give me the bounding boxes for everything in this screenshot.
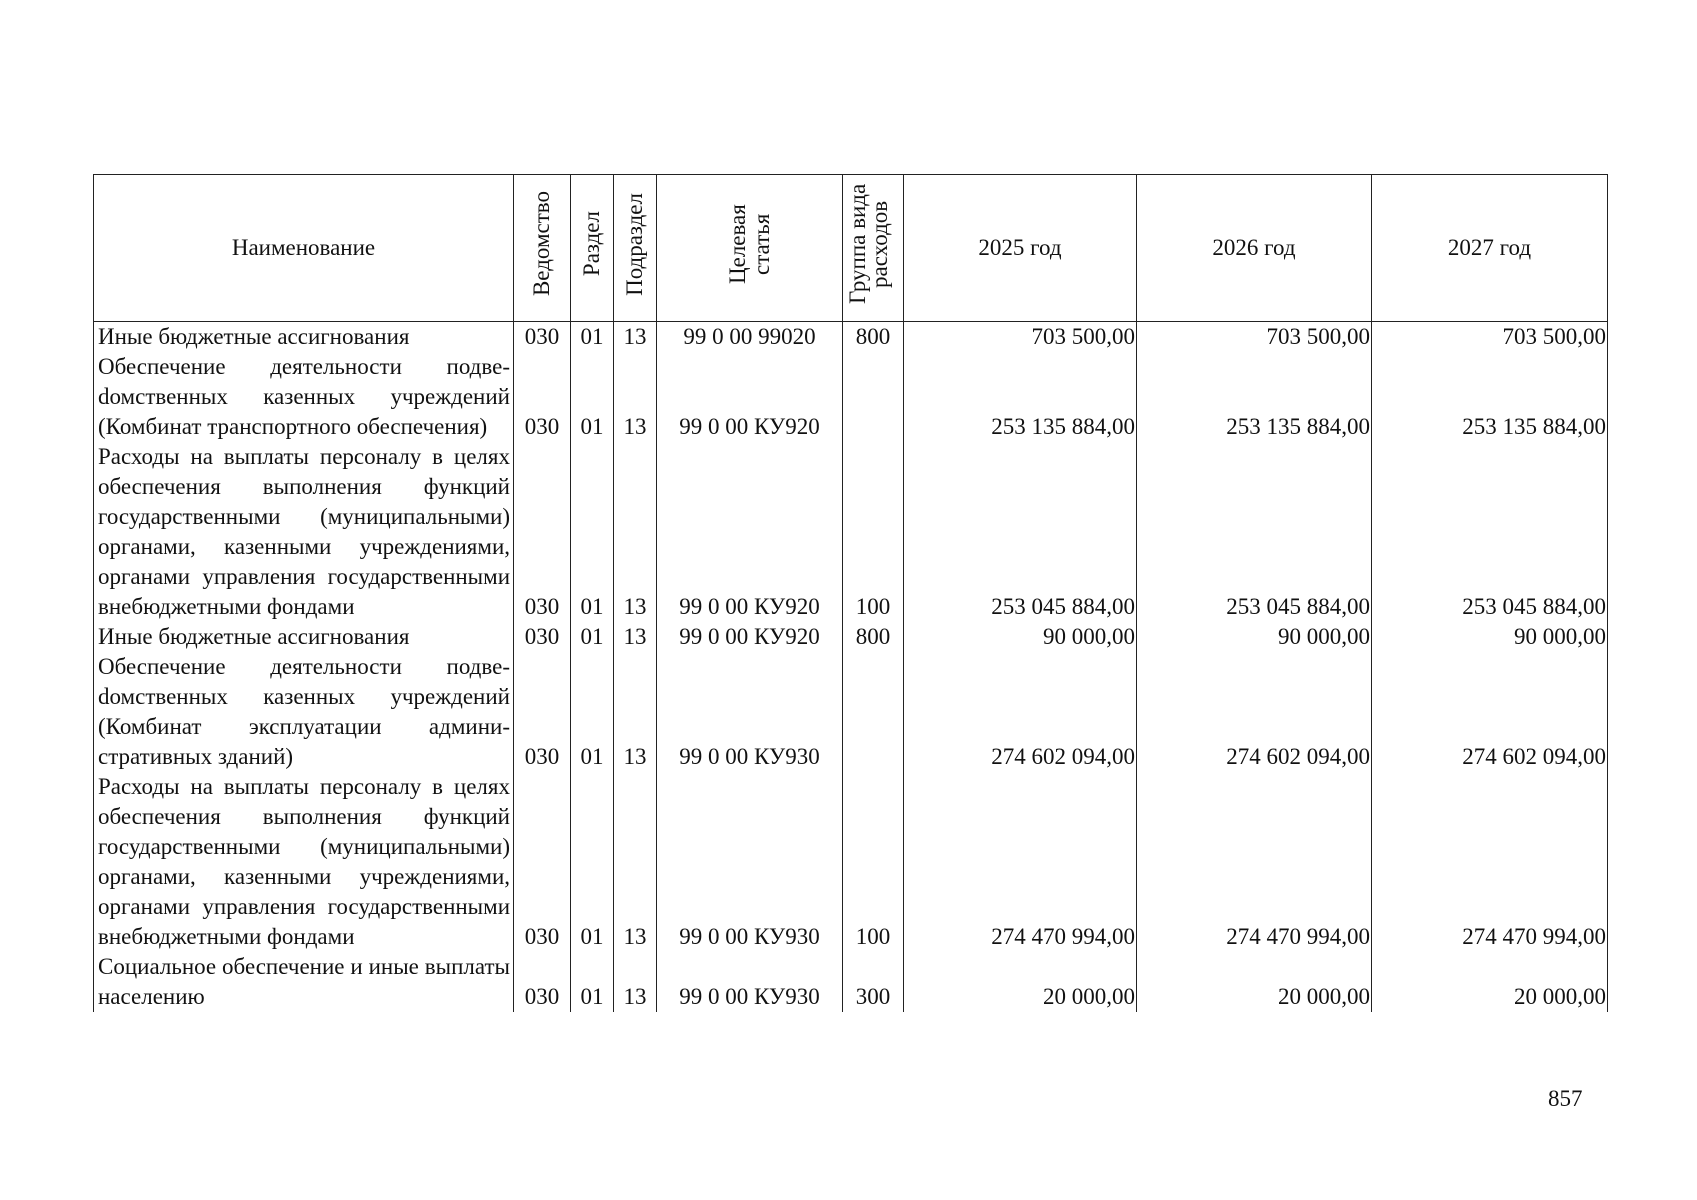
cell-2026: 703 500,00	[1137, 322, 1372, 353]
cell-podrazdel: 13	[614, 622, 657, 652]
cell-celevaya-statya: 99 0 00 КУ920	[657, 622, 843, 652]
cell-razdel: 01	[571, 352, 614, 442]
cell-vedomstvo: 030	[514, 442, 571, 622]
cell-celevaya-statya: 99 0 00 КУ930	[657, 952, 843, 1012]
header-razdel: Раздел	[571, 175, 614, 322]
cell-2027: 274 470 994,00	[1372, 772, 1608, 952]
cell-podrazdel: 13	[614, 772, 657, 952]
header-2025: 2025 год	[904, 175, 1137, 322]
budget-table	[93, 174, 1608, 1012]
table-row	[94, 652, 1608, 772]
cell-2027: 703 500,00	[1372, 322, 1608, 353]
header-podrazdel: Подраздел	[614, 175, 657, 322]
table-row	[94, 322, 1608, 353]
table-body	[94, 322, 1608, 1013]
cell-razdel: 01	[571, 622, 614, 652]
cell-2025: 253 045 884,00	[904, 442, 1137, 622]
header-vedomstvo: Ведомство	[514, 175, 571, 322]
table-row	[94, 352, 1608, 442]
cell-2025: 274 602 094,00	[904, 652, 1137, 772]
cell-2026: 90 000,00	[1137, 622, 1372, 652]
cell-razdel: 01	[571, 442, 614, 622]
cell-vedomstvo: 030	[514, 322, 571, 353]
cell-2027: 274 602 094,00	[1372, 652, 1608, 772]
table-row	[94, 772, 1608, 952]
cell-razdel: 01	[571, 322, 614, 353]
header-name: Наименование	[94, 175, 514, 322]
cell-2025: 20 000,00	[904, 952, 1137, 1012]
cell-gruppa	[843, 652, 904, 772]
cell-2026: 274 470 994,00	[1137, 772, 1372, 952]
cell-podrazdel: 13	[614, 442, 657, 622]
table-header-row	[94, 175, 1608, 322]
table-row	[94, 442, 1608, 622]
cell-2026: 253 045 884,00	[1137, 442, 1372, 622]
cell-2027: 90 000,00	[1372, 622, 1608, 652]
cell-razdel: 01	[571, 772, 614, 952]
cell-2025: 90 000,00	[904, 622, 1137, 652]
cell-vedomstvo: 030	[514, 952, 571, 1012]
table-row	[94, 952, 1608, 1012]
cell-podrazdel: 13	[614, 352, 657, 442]
cell-gruppa: 300	[843, 952, 904, 1012]
cell-vedomstvo: 030	[514, 772, 571, 952]
cell-name: Социальное обеспечение и иные выплаты населению	[94, 952, 514, 1012]
cell-2027: 253 135 884,00	[1372, 352, 1608, 442]
cell-vedomstvo: 030	[514, 652, 571, 772]
header-celevaya-statya: Целевая статья	[657, 175, 843, 322]
cell-2025: 274 470 994,00	[904, 772, 1137, 952]
cell-celevaya-statya: 99 0 00 КУ930	[657, 772, 843, 952]
cell-name: Иные бюджетные ассигнования	[94, 622, 514, 652]
cell-razdel: 01	[571, 652, 614, 772]
header-2026: 2026 год	[1137, 175, 1372, 322]
cell-gruppa: 800	[843, 322, 904, 353]
cell-vedomstvo: 030	[514, 622, 571, 652]
cell-celevaya-statya: 99 0 00 КУ930	[657, 652, 843, 772]
cell-name: Расходы на выплаты персоналу в целях обеспечения выполнения функций государственными (муниципальными) органами, казенными учреждениями, органами управления государственными внебюджетными фондами	[94, 772, 514, 952]
cell-podrazdel: 13	[614, 952, 657, 1012]
cell-2027: 253 045 884,00	[1372, 442, 1608, 622]
cell-razdel: 01	[571, 952, 614, 1012]
cell-gruppa	[843, 352, 904, 442]
cell-2026: 20 000,00	[1137, 952, 1372, 1012]
cell-vedomstvo: 030	[514, 352, 571, 442]
cell-celevaya-statya: 99 0 00 КУ920	[657, 352, 843, 442]
header-2027: 2027 год	[1372, 175, 1608, 322]
cell-2026: 253 135 884,00	[1137, 352, 1372, 442]
header-gruppa-vida-rashodov: Группа вида расходов	[843, 175, 904, 322]
cell-name: Иные бюджетные ассигнования	[94, 322, 514, 353]
cell-gruppa: 100	[843, 772, 904, 952]
cell-name: Обеспечение деятельности подвеdомственных казенных учреждений (Комбинат эксплуатации административных зданий)	[94, 652, 514, 772]
page-number: 857	[1548, 1086, 1583, 1111]
cell-celevaya-statya: 99 0 00 КУ920	[657, 442, 843, 622]
cell-podrazdel: 13	[614, 322, 657, 353]
cell-celevaya-statya: 99 0 00 99020	[657, 322, 843, 353]
cell-gruppa: 100	[843, 442, 904, 622]
cell-2025: 703 500,00	[904, 322, 1137, 353]
table-row	[94, 622, 1608, 652]
cell-name: Расходы на выплаты персоналу в целях обеспечения выполнения функций государственными (муниципальными) органами, казенными учреждениями, органами управления государственными внебюджетными фондами	[94, 442, 514, 622]
cell-2026: 274 602 094,00	[1137, 652, 1372, 772]
cell-name: Обеспечение деятельности подвеdомственных казенных учреждений (Комбинат транспортного обеспечения)	[94, 352, 514, 442]
cell-2025: 253 135 884,00	[904, 352, 1137, 442]
cell-gruppa: 800	[843, 622, 904, 652]
cell-2027: 20 000,00	[1372, 952, 1608, 1012]
cell-podrazdel: 13	[614, 652, 657, 772]
